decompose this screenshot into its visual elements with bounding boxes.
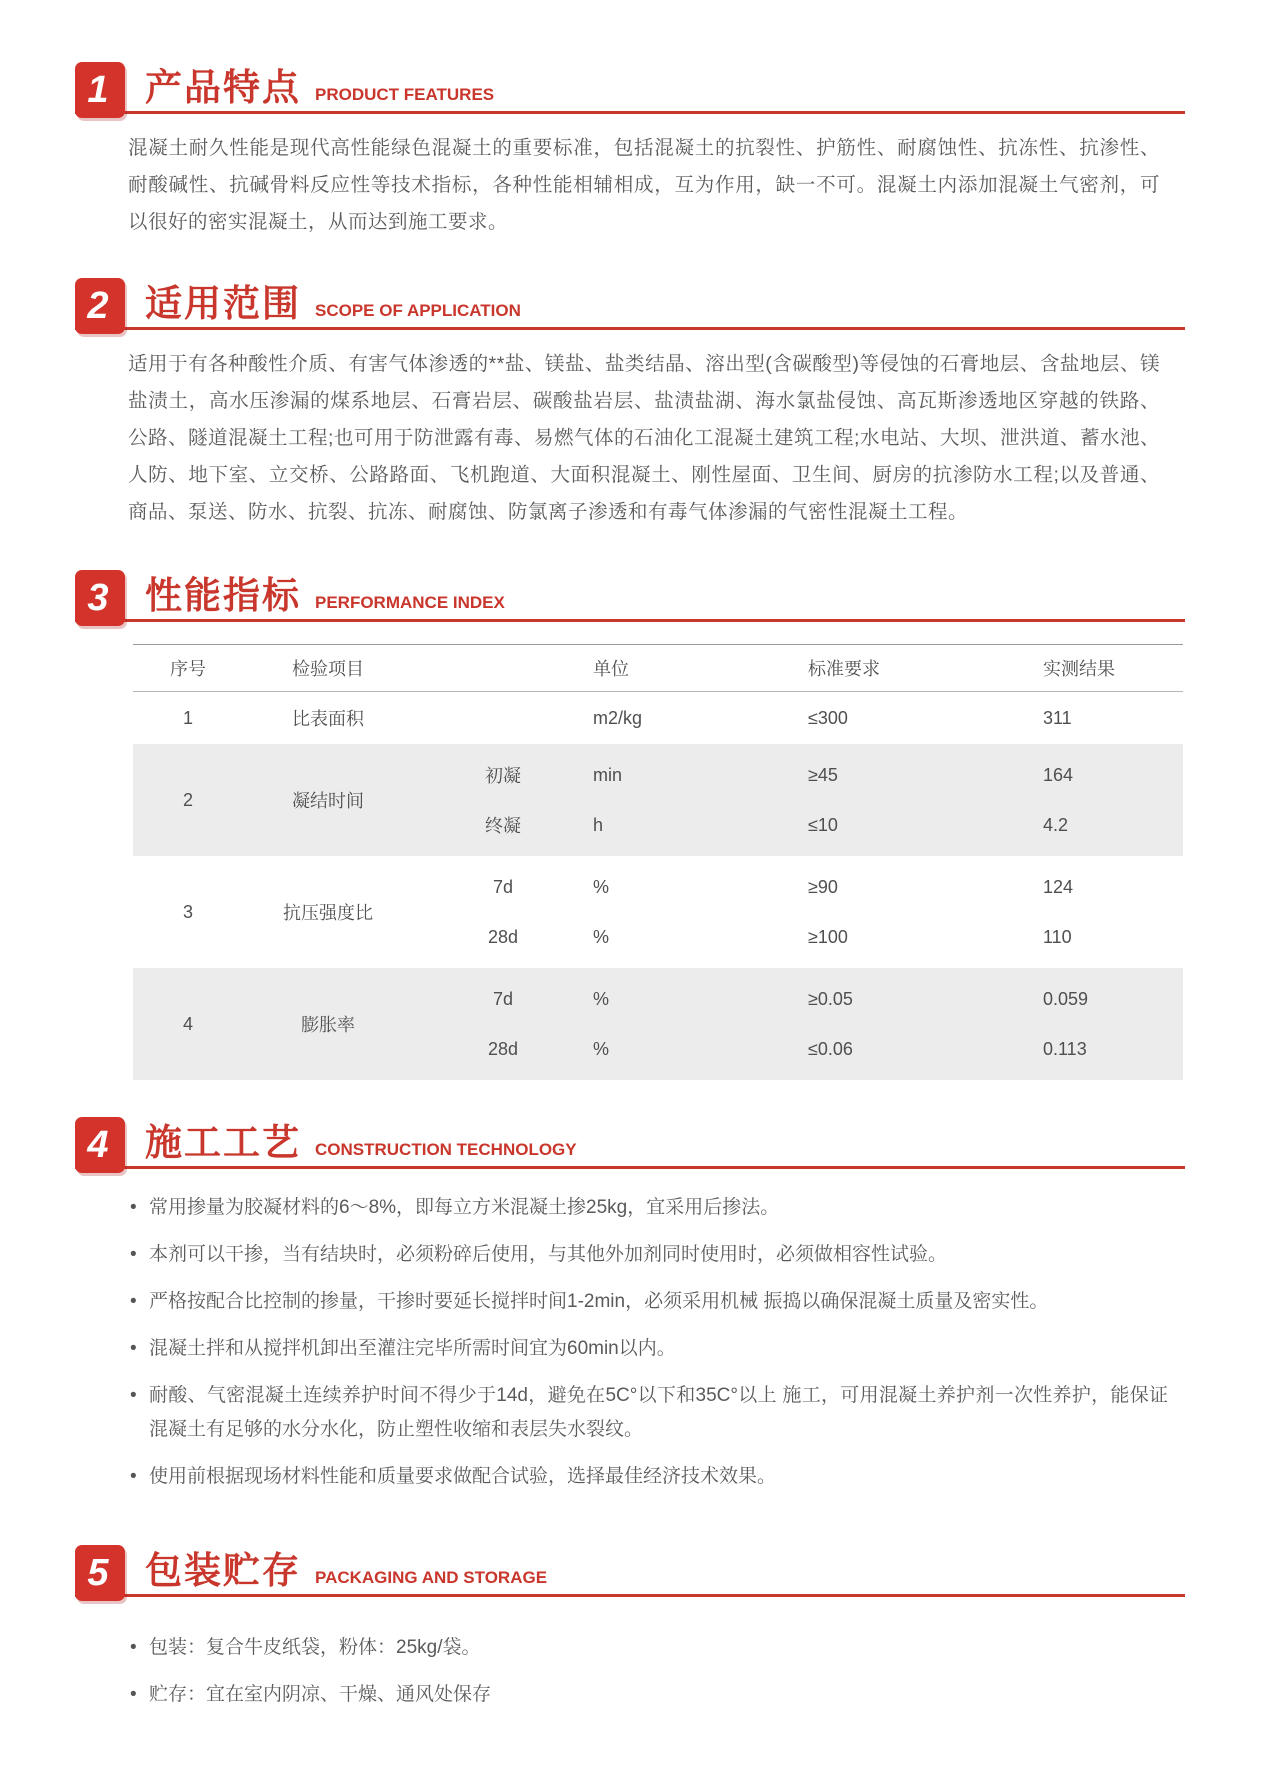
section3-subtitle: PERFORMANCE INDEX: [315, 593, 505, 612]
product-features-paragraph: 混凝土耐久性能是现代高性能绿色混凝土的重要标准，包括混凝土的抗裂性、护筋性、耐腐蚀性、抗冻性、抗渗性、耐酸碱性、抗碱骨料反应性等技术指标，各种性能相辅相成，互为作用，缺一不可。混凝土内添加混凝土气密剂，可以很好的密实混凝土，从而达到施工要求。: [128, 137, 1160, 233]
cell-no: 1: [182, 707, 193, 728]
list-item: • 混凝土拌和从搅拌机卸出至灌注完毕所需时间宜为60min以内。: [128, 1332, 1168, 1366]
cell-no: 3: [182, 901, 193, 922]
section4-title: 施工工艺: [145, 1122, 301, 1164]
section4-header: [75, 1110, 1185, 1169]
cell-item: 抗压强度比: [283, 903, 373, 923]
section5-header: [75, 1538, 1185, 1597]
cell-result: 124: [1043, 876, 1074, 897]
section5-subtitle: PACKAGING AND STORAGE: [315, 1568, 548, 1587]
section4-number: 4: [87, 1124, 109, 1166]
cell-item: 膨胀率: [301, 1015, 355, 1035]
cell-result: 0.059: [1043, 988, 1089, 1009]
list-item: • 耐酸、气密混凝土连续养护时间不得少于14d，避免在5C°以下和35C°以上 施工，可用混凝土养护剂一次性养护，能保证混凝土有足够的水分水化，防止塑性收缩和表层失水裂纹。: [128, 1379, 1168, 1447]
section3-number-badge: [75, 570, 125, 626]
section3-header: [75, 563, 1185, 622]
section3-number: 3: [87, 577, 109, 619]
section5-number-badge: [75, 1545, 125, 1601]
packaging-bullet-list: [128, 1631, 1168, 1712]
cell-unit: %: [593, 1038, 610, 1059]
cell-requirement: ≤0.06: [808, 1038, 853, 1059]
header-result: 实测结果: [1043, 659, 1115, 679]
section2-title: 适用范围: [145, 283, 301, 325]
section3-title: 性能指标: [145, 575, 301, 617]
cell-sub: [413, 692, 593, 744]
scope-paragraph: 适用于有各种酸性介质、有害气体渗透的**盐、镁盐、盐类结晶、溶出型(含碳酸型)等侵蚀的石膏地层、含盐地层、镁盐渍土，高水压渗漏的煤系地层、石膏岩层、碳酸盐岩层、盐渍盐湖、海水氯盐侵蚀、高瓦斯渗透地区穿越的铁路、公路、隧道混凝土工程;也可用于防泄露有毒、易燃气体的石油化工混凝土建筑工程;水电站、大坝、泄洪道、蓄水池、人防、地下室、立交桥、公路路面、飞机跑道、大面积混凝土、刚性屋面、卫生间、厨房的抗渗防水工程;以及普通、商品、泵送、防水、抗裂、抗冻、耐腐蚀、防氯离子渗透和有毒气体渗漏的气密性混凝土工程。: [128, 353, 1160, 523]
cell-sub: 初凝: [485, 766, 521, 786]
cell-item: 凝结时间: [292, 791, 364, 811]
list-item: • 严格按配合比控制的掺量，干掺时要延长搅拌时间1-2min，必须采用机械 振捣以确保混凝土质量及密实性。: [128, 1285, 1168, 1319]
section1-number-badge: [75, 62, 125, 118]
cell-requirement: ≥0.05: [808, 988, 853, 1009]
cell-result: 311: [1043, 707, 1072, 728]
section2-header: [75, 271, 1185, 330]
cell-sub: 7d: [492, 988, 514, 1009]
header-item: 检验项目: [292, 659, 364, 679]
cell-requirement: ≥100: [808, 926, 848, 947]
cell-result: 110: [1043, 926, 1072, 947]
header-requirement: 标准要求: [808, 659, 880, 679]
cell-unit: h: [593, 814, 604, 835]
cell-unit: %: [593, 876, 610, 897]
table-row-expansion-rate: [133, 968, 1183, 1080]
cell-requirement: ≥90: [808, 876, 838, 897]
cell-sub: 7d: [492, 876, 514, 897]
header-unit: 单位: [593, 659, 629, 679]
table-row-setting-time: [133, 744, 1183, 856]
cell-result: 164: [1043, 764, 1074, 785]
section1-header: [75, 55, 1185, 114]
cell-no: 2: [182, 789, 193, 810]
header-sub-spacer: [413, 645, 593, 691]
cell-sub: 28d: [487, 926, 519, 947]
cell-result: 4.2: [1043, 814, 1069, 835]
performance-table: [133, 644, 1183, 1080]
section1-title: 产品特点: [145, 67, 301, 109]
cell-sub: 28d: [487, 1038, 519, 1059]
cell-no: 4: [182, 1013, 193, 1034]
list-item: • 贮存：宜在室内阴凉、干燥、通风处保存: [128, 1678, 1168, 1712]
section5-title: 包装贮存: [145, 1550, 301, 1592]
section1-number: 1: [87, 69, 109, 111]
cell-requirement: ≤300: [808, 707, 848, 728]
cell-item: 比表面积: [292, 709, 364, 729]
section-scope: [75, 271, 1185, 531]
section2-number-badge: [75, 278, 125, 334]
section-packaging: [75, 1538, 1185, 1712]
section-construction: [75, 1110, 1185, 1494]
section4-subtitle: CONSTRUCTION TECHNOLOGY: [315, 1140, 577, 1159]
table-header-row: [133, 644, 1183, 692]
cell-requirement: ≤10: [808, 814, 838, 835]
section4-number-badge: [75, 1117, 125, 1173]
section-performance: [75, 563, 1185, 1080]
list-item: • 本剂可以干掺，当有结块时，必须粉碎后使用，与其他外加剂同时使用时，必须做相容性试验。: [128, 1238, 1168, 1272]
list-item: • 包装：复合牛皮纸袋，粉体：25kg/袋。: [128, 1631, 1168, 1665]
cell-result: 0.113: [1043, 1038, 1087, 1059]
header-no: 序号: [170, 659, 206, 679]
section1-subtitle: PRODUCT FEATURES: [315, 85, 495, 104]
list-item: • 使用前根据现场材料性能和质量要求做配合试验，选择最佳经济技术效果。: [128, 1460, 1168, 1494]
section-product-features: [75, 55, 1185, 241]
table-row-compressive-ratio: [133, 856, 1183, 968]
section5-number: 5: [87, 1552, 109, 1594]
section2-number: 2: [87, 285, 109, 327]
table-row-surface-area: [133, 692, 1183, 744]
section2-subtitle: SCOPE OF APPLICATION: [315, 301, 521, 320]
cell-requirement: ≥45: [808, 764, 838, 785]
construction-bullet-list: [128, 1191, 1168, 1494]
cell-sub: 终凝: [485, 816, 521, 836]
cell-unit: %: [593, 988, 610, 1009]
cell-unit: min: [593, 764, 623, 785]
cell-unit: %: [593, 926, 610, 947]
list-item: • 常用掺量为胶凝材料的6～8%，即每立方米混凝土掺25kg，宜采用后掺法。: [128, 1191, 1168, 1225]
cell-unit: m2/kg: [593, 707, 643, 728]
